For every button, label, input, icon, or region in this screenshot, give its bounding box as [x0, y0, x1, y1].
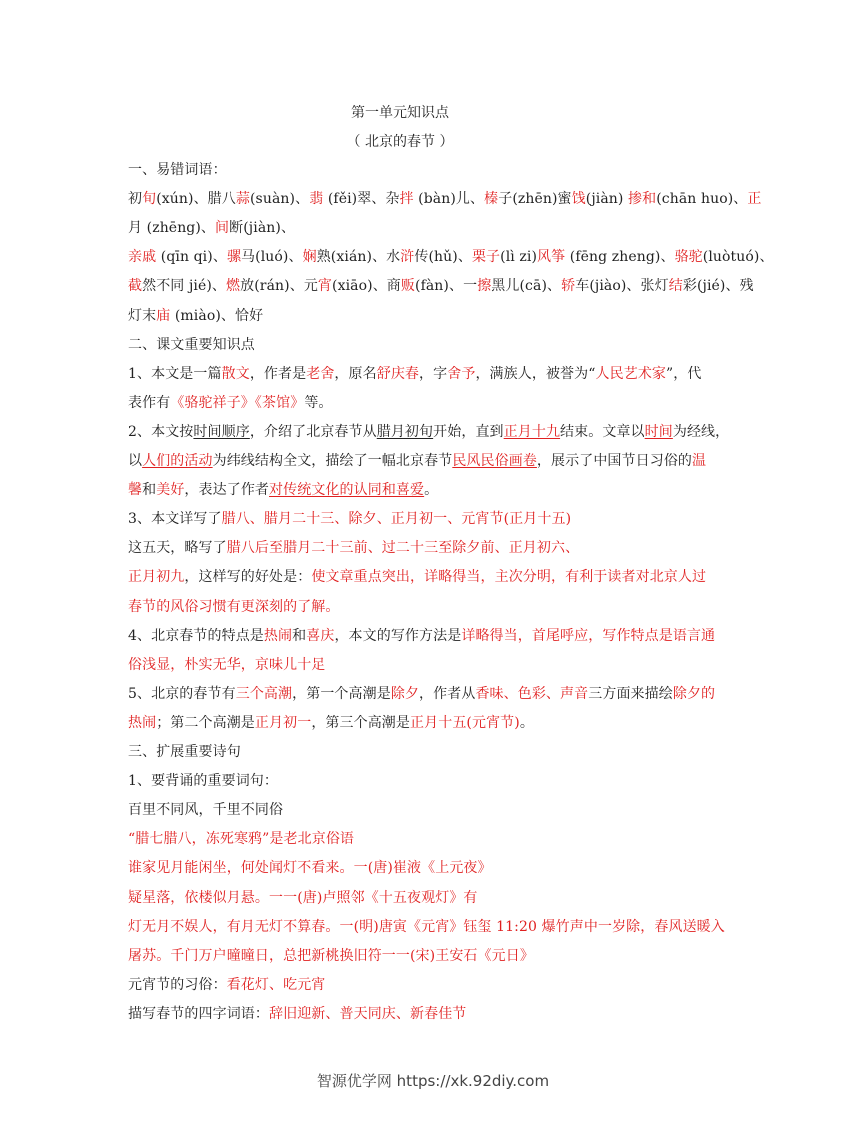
text-line	[128, 189, 762, 209]
text-segment: 贩	[400, 278, 416, 295]
text-segment: 黑儿(cā)、	[491, 278, 562, 295]
text-line	[128, 888, 740, 908]
text-segment: ，表达了作者	[184, 482, 270, 499]
text-segment: 5、北京的春节有	[128, 685, 236, 702]
text-line	[128, 306, 740, 326]
text-line	[128, 684, 740, 704]
text-segment: 正月十五(元宵节)	[410, 714, 520, 731]
text-line	[128, 247, 774, 267]
text-segment: 宵	[317, 278, 333, 295]
text-segment: 民风民俗画卷	[452, 453, 537, 469]
text-line	[128, 946, 740, 966]
text-segment: 马(luó)、	[241, 249, 303, 266]
text-segment: 疑星落，依楼似月悬。一一(唐)卢照邻《十五夜观灯》有	[128, 889, 478, 906]
text-segment: 初	[128, 191, 143, 208]
text-segment: (qīn qi)、	[156, 249, 227, 266]
text-line	[128, 422, 740, 442]
text-segment: 翡	[309, 191, 324, 208]
text-segment: 舒庆春	[376, 365, 420, 382]
text-segment: 时间顺序	[193, 423, 250, 440]
text-segment: ，展示了中国节日习俗的	[536, 453, 693, 469]
text-segment: 表作有	[128, 394, 171, 411]
text-segment: 放(rán)、元	[240, 278, 318, 295]
text-segment: 开始，直到	[433, 423, 504, 440]
text-segment: 使文章重点突出，详略得当，主次分明，有利于读者对北京人过	[311, 569, 707, 586]
text-segment: 腊八后至腊月二十三前、过二十三至除夕前、正月初六、	[226, 540, 580, 557]
text-line	[128, 393, 740, 413]
text-segment: 1、要背诵的重要词句：	[128, 773, 279, 790]
text-segment: 间	[215, 220, 230, 237]
text-segment: 饯	[571, 191, 586, 208]
text-segment: 传(hǔ)、	[414, 249, 472, 266]
text-segment: 月 (zhēng)、	[128, 220, 216, 237]
text-segment: 和	[142, 482, 157, 499]
text-segment: 对传统文化的认同和喜爱	[269, 482, 425, 499]
text-segment: (xiāo)、商	[332, 278, 401, 295]
text-segment: 老舍	[306, 365, 335, 382]
text-line	[128, 626, 740, 646]
text-segment: 然不同 jié)、	[142, 278, 227, 295]
text-line	[128, 218, 740, 238]
text-segment: 春节的风俗习惯有更深刻的了解。	[128, 598, 340, 615]
text-segment: 娴	[302, 249, 317, 266]
text-segment: 描写春节的四字词语：	[128, 1005, 269, 1022]
text-segment: 轿	[561, 278, 576, 295]
text-segment: (fàn)、一	[415, 278, 478, 295]
text-segment: 拌	[399, 191, 414, 208]
text-segment: 熟(xián)、水	[316, 249, 401, 266]
text-line	[128, 1004, 740, 1024]
text-line	[128, 567, 740, 587]
text-segment: 掺和	[628, 191, 657, 208]
text-segment: (jiàn)	[585, 191, 629, 208]
text-segment: 蒜	[235, 191, 250, 208]
text-segment: 3、本文详写了	[128, 511, 222, 528]
text-line	[128, 858, 740, 878]
text-segment: 2、本文按	[128, 423, 194, 440]
text-segment: 子(zhēn)蜜	[498, 191, 572, 208]
text-segment: 。	[424, 482, 439, 499]
text-segment: 以	[128, 453, 143, 469]
text-segment: 正月十九	[503, 423, 561, 440]
text-segment: 三方面来描绘	[588, 685, 673, 702]
text-segment: 为经线，	[672, 423, 730, 440]
text-segment: 旬	[142, 191, 157, 208]
text-segment: 馨	[128, 482, 143, 499]
text-segment: (fēng zheng)、	[565, 249, 675, 266]
text-segment: 浒	[400, 249, 415, 266]
text-segment: 结束。文章以	[560, 423, 645, 440]
text-segment: (miào)、恰好	[170, 307, 264, 324]
text-segment: 腊月初旬	[376, 423, 434, 440]
text-line	[128, 655, 740, 675]
text-segment: 元宵节的习俗：	[128, 976, 227, 993]
text-line	[128, 480, 740, 500]
text-segment: 彩(jié)、残	[682, 278, 754, 295]
text-segment: 除夕	[390, 685, 420, 702]
text-line	[128, 335, 740, 355]
text-segment: ，本文的写作方法是	[334, 627, 462, 644]
text-segment: 擦	[477, 278, 492, 295]
text-segment: 人们的活动	[142, 453, 213, 469]
text-line	[128, 829, 740, 849]
text-segment: 燃	[226, 278, 241, 295]
text-segment: (xún)、腊八	[156, 191, 236, 208]
text-segment: 舍予	[447, 365, 476, 382]
text-line	[128, 800, 740, 820]
text-line	[128, 742, 740, 762]
text-line	[128, 975, 740, 995]
text-segment: ，原名	[334, 365, 377, 382]
text-segment: (lì zi)	[500, 249, 538, 266]
text-segment: 庙	[156, 307, 171, 324]
text-line	[128, 276, 754, 296]
text-segment: 断(jiàn)、	[229, 220, 296, 237]
text-segment: ，第三个高潮是	[311, 714, 411, 731]
text-segment: 三个高潮	[235, 685, 293, 702]
text-segment: ，第一个高潮是	[292, 685, 391, 702]
page-subtitle: （ 北京的春节 ）	[346, 134, 454, 150]
text-segment: 骆驼	[674, 249, 703, 266]
text-segment: (suàn)、	[249, 191, 310, 208]
text-line	[128, 538, 740, 558]
text-segment: ；第二个高潮是	[156, 714, 255, 731]
text-segment: 灯无月不娱人，有月无灯不算春。一(明)唐寅《元宵》钰玺 11:20 爆竹声中一岁除，春风送暖入	[128, 918, 725, 935]
text-segment: 栗子	[471, 249, 501, 266]
text-segment: 屠苏。千门万户曈曈日，总把新桃换旧符一一(宋)王安石《元日》	[128, 947, 534, 964]
footer-watermark: 智源优学网 https://xk.92diy.com	[316, 1072, 550, 1090]
text-line	[128, 917, 740, 937]
text-line	[128, 160, 740, 180]
text-segment: 俗浅显，朴实无华，京味儿十足	[128, 656, 326, 673]
text-segment: ，这样写的好处是：	[184, 569, 312, 586]
text-segment: 时间	[644, 423, 673, 440]
text-segment: ，介绍了北京春节从	[249, 423, 377, 440]
text-segment: 榛	[484, 191, 499, 208]
text-segment: ，作者是	[249, 365, 307, 382]
text-segment: 亲戚	[128, 249, 157, 266]
text-segment: 谁家见月能闲坐，何处闻灯不看来。一(唐)崔液《上元夜》	[128, 860, 492, 877]
text-segment: 一、易错词语：	[128, 162, 227, 178]
text-segment: 温	[692, 453, 707, 469]
text-segment: 骡	[226, 249, 242, 266]
text-segment: 详略得当，首尾呼应，写作特点是语言通	[461, 627, 716, 644]
text-segment: 风筝	[537, 249, 566, 266]
text-segment: 等。	[304, 394, 333, 411]
text-segment: ，满族人，被誉为“	[475, 365, 596, 382]
text-segment: 灯末	[128, 307, 157, 324]
text-segment: 喜庆	[306, 627, 335, 644]
text-segment: 车(jiào)、张灯	[575, 278, 669, 295]
text-segment: 正	[747, 191, 762, 208]
text-segment: 腊八、腊月二十三、除夕、正月初一、元宵节(正月十五)	[221, 511, 572, 528]
text-segment: 和	[292, 627, 307, 644]
text-segment: 结	[668, 278, 683, 295]
text-line	[128, 771, 740, 791]
text-segment: 热闹	[263, 627, 293, 644]
text-segment: 二、课文重要知识点	[128, 336, 255, 353]
text-segment: 这五天，略写了	[128, 540, 227, 557]
text-line	[128, 597, 740, 617]
text-segment: 散文	[221, 365, 250, 382]
text-segment: (fěi)翠、杂	[323, 191, 400, 208]
text-segment: 热闹	[128, 714, 157, 731]
text-segment: 百里不同风，千里不同俗	[128, 802, 284, 819]
text-segment: 辞旧迎新、普天同庆、新春佳节	[269, 1005, 467, 1022]
text-segment: 看花灯、吃元宵	[226, 976, 326, 993]
text-line	[128, 509, 740, 529]
text-segment: (luòtuó)、	[702, 249, 774, 266]
text-segment: 人民艺术家	[595, 365, 667, 382]
text-line	[128, 713, 740, 733]
text-segment: 《骆驼祥子》《茶馆》	[170, 394, 305, 411]
text-segment: 4、北京春节的特点是	[128, 627, 264, 644]
text-segment: (chān huo)、	[656, 191, 748, 208]
text-segment: 正月初九	[128, 569, 185, 586]
text-segment: “腊七腊八，冻死寒鸦”是老北京俗语	[128, 831, 355, 848]
text-segment: 除夕的	[672, 685, 716, 702]
text-segment: 三、扩展重要诗句	[128, 744, 241, 760]
page-title: 第一单元知识点	[351, 105, 449, 121]
text-segment: 正月初一	[254, 714, 312, 731]
text-line	[128, 364, 740, 384]
text-segment: ”，代	[666, 365, 702, 382]
text-line	[128, 451, 740, 471]
text-segment: 美好	[156, 482, 185, 499]
text-segment: 。	[519, 714, 534, 731]
text-segment: 为纬线结构全文，描绘了一幅北京春节	[212, 453, 453, 469]
text-segment: ，作者从	[419, 685, 476, 702]
text-segment: 1、本文是一篇	[128, 365, 222, 382]
text-segment: 香味、色彩、声音	[475, 685, 589, 702]
text-segment: 截	[128, 278, 143, 295]
text-segment: ，字	[419, 365, 448, 382]
text-segment: (bàn)儿、	[413, 191, 485, 208]
